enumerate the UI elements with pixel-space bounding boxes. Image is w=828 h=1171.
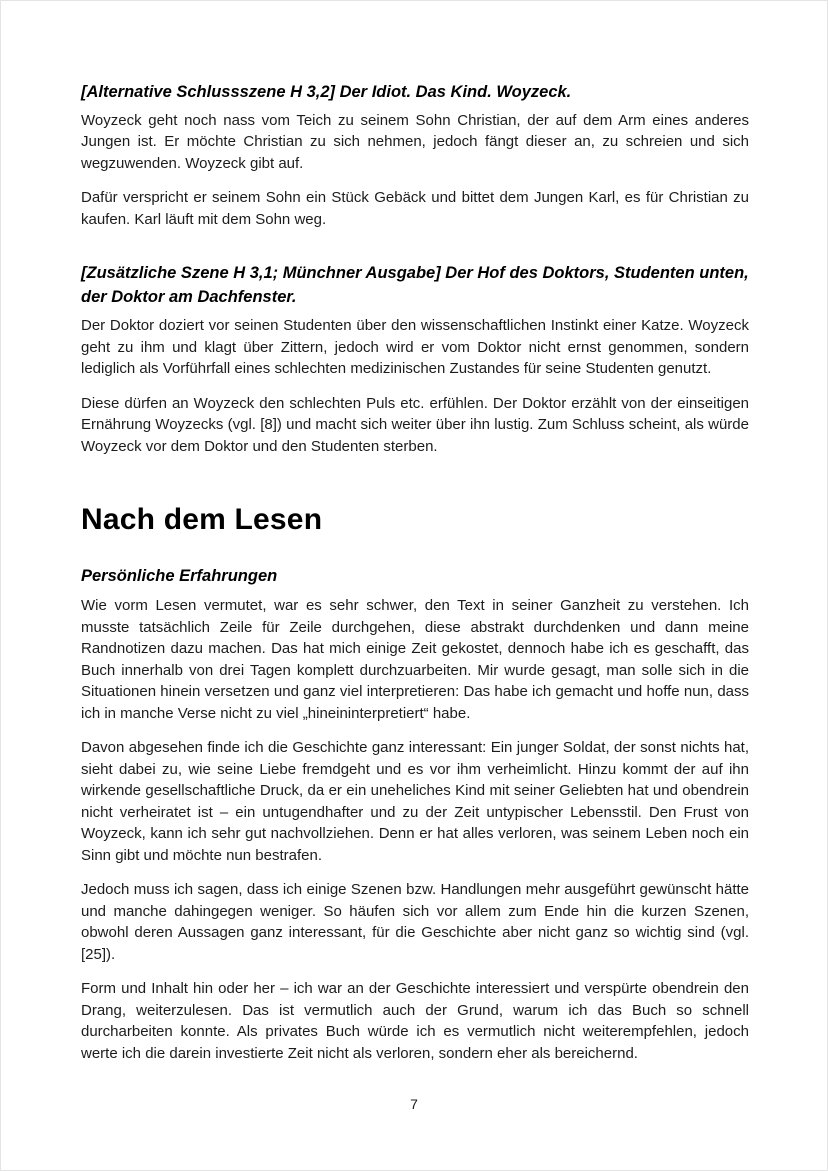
scene-section-2 (81, 262, 749, 457)
scene-2-heading: [Zusätzliche Szene H 3,1; Münchner Ausgabe] Der Hof des Doktors, Studenten unten, der Doktor am Dachfenster. (81, 264, 749, 307)
page-footer (1, 1096, 827, 1114)
subsection-heading: Persönliche Erfahrungen (81, 567, 278, 586)
subsection-paragraph-1: Wie vorm Lesen vermutet, war es sehr schwer, den Text in seiner Ganzheit zu verstehen. Ich musste tatsächlich Zeile für Zeile durchgehen, diese abstrakt durchdenken und dann meine Randnotizen dazu machen. Das hat mich einige Zeit gekostet, dennoch habe ich es geschafft, das Buch innerhalb von drei Tagen komplett durchzuarbeiten. Mir wurde gesagt, man solle sich in die Situationen hinein versetzen und ganz viel interpretieren: Das habe ich gemacht und hoffe nun, dass ich in manche Verse nicht zu viel „hineininterpretiert“ habe. (81, 597, 749, 722)
scene-1-heading: [Alternative Schlussszene H 3,2] Der Idiot. Das Kind. Woyzeck. (81, 83, 572, 101)
subsection-paragraph-2: Davon abgesehen finde ich die Geschichte ganz interessant: Ein junger Soldat, der sonst nichts hat, sieht dabei zu, wie seine Liebe fremdgeht und es vor ihm verheimlicht. Hinzu kommt der auf ihn wirkende gesellschaftliche Druck, da er ein uneheliches Kind mit seiner Geliebten hat und obendrein nicht verheiratet ist – ein untugendhafter und zu der Zeit untypischer Lebensstil. Den Frust von Woyzeck, kann ich sehr gut nachvollziehen. Denn er hat alles verloren, was seinem Leben noch ein Sinn gibt und möchte nun bestrafen. (81, 739, 749, 864)
scene-2-paragraph-2: Diese dürfen an Woyzeck den schlechten Puls etc. erfühlen. Der Doktor erzählt von der einseitigen Ernährung Woyzecks (vgl. [8]) und macht sich weiter über ihn lustig. Zum Schluss scheint, als würde Woyzeck vor dem Doktor und den Studenten sterben. (81, 394, 749, 455)
page-content (81, 81, 749, 1077)
subsection-paragraph-4: Form und Inhalt hin oder her – ich war an der Geschichte interessiert und verspürte obendrein den Drang, weiterzulesen. Das ist vermutlich auch der Grund, warum ich das Buch so schnell durcharbeiten konnte. Als privates Buch würde ich es vermutlich nicht weiterempfehlen, jedoch werte ich die darein investierte Zeit nicht als verloren, sondern eher als bereichernd. (81, 980, 749, 1062)
chapter-heading: Nach dem Lesen (81, 503, 323, 537)
scene-section-1 (81, 81, 749, 230)
scene-1-paragraph-2: Dafür verspricht er seinem Sohn ein Stück Gebäck und bittet dem Jungen Karl, es für Christian zu kaufen. Karl läuft mit dem Sohn weg. (81, 189, 749, 228)
page-number: 7 (410, 1096, 418, 1112)
scene-1-paragraph-1: Woyzeck geht noch nass vom Teich zu seinem Sohn Christian, der auf dem Arm eines anderes Jungen ist. Er möchte Christian zu sich nehmen, jedoch fängt dieser an, zu schreien und sich wegzuwenden. Woyzeck gibt auf. (81, 111, 749, 172)
subsection-paragraph-3: Jedoch muss ich sagen, dass ich einige Szenen bzw. Handlungen mehr ausgeführt gewünscht hätte und manche dahingegen weniger. So häufen sich vor allem zum Ende hin die kurzen Szenen, obwohl deren Aussagen ganz interessant, für die Geschichte aber nicht ganz so wichtig sind (vgl. [25]). (81, 881, 749, 963)
personal-experiences-section (81, 565, 749, 1064)
scene-2-paragraph-1: Der Doktor doziert vor seinen Studenten über den wissenschaftlichen Instinkt einer Katze. Woyzeck geht zu ihm und klagt über Zittern, jedoch wird er vom Doktor nicht ernst genommen, sondern lediglich als Vorführfall eines schlechten medizinischen Zustandes für seine Studenten genutzt. (81, 317, 749, 378)
